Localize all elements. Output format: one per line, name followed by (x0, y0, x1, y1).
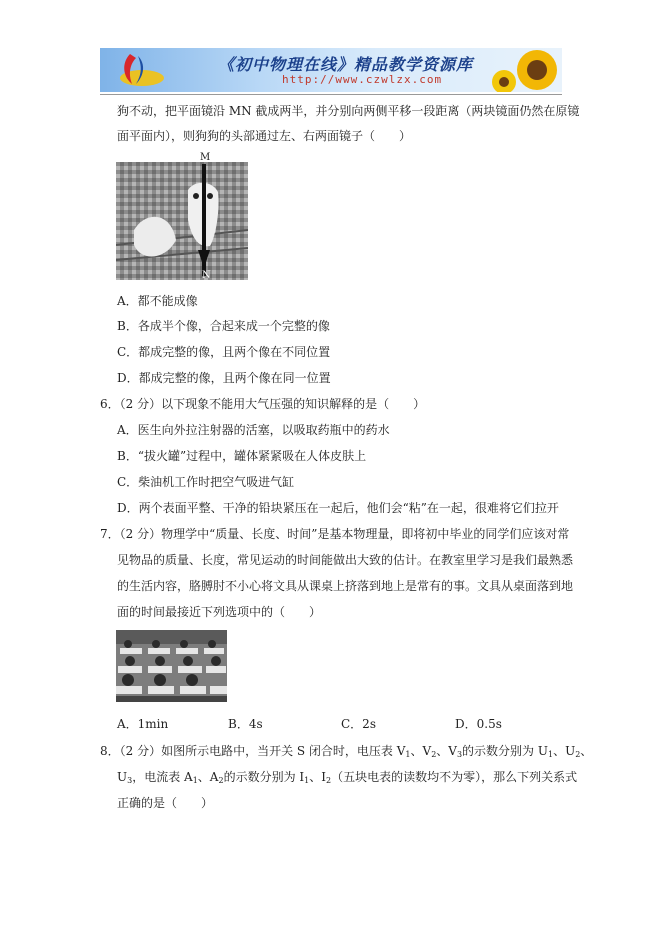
q7-option-a: A．1min (117, 717, 169, 731)
q6-option-c: C．柴油机工作时把空气吸进气缸 (117, 475, 295, 489)
q5-option-b: B．各成半个像，合起来成一个完整的像 (117, 319, 330, 333)
q8-text: 的示数分别为 I (223, 770, 305, 784)
q8-text: ，电流表 A (132, 770, 193, 784)
header-rule (100, 94, 562, 95)
q5-option-c: C．都成完整的像，且两个像在不同位置 (117, 345, 331, 359)
q8-text: 8．（2 分）如图所示电路中，当开关 S 闭合时，电压表 V (100, 744, 406, 758)
q8-text: 、V (410, 744, 432, 758)
q8-sub: 1 (405, 750, 411, 759)
q7-option-c: C．2s (341, 717, 376, 731)
q8-sub: 3 (127, 776, 133, 785)
q7-line-4: 面的时间最接近下列选项中的（ ） (117, 605, 322, 619)
q8-text: U (117, 770, 128, 784)
q7-line-2: 见物品的质量、长度，常见运动的时间能做出大致的估计。在教室里学习是我们最熟悉 (117, 553, 574, 567)
q5-option-d: D．都成完整的像，且两个像在同一位置 (117, 371, 331, 385)
logo-icon (100, 48, 170, 92)
dog-mirror-figure (116, 150, 248, 280)
q5-line-2: 面平面内），则狗狗的头部通过左、右两面镜子（ ） (117, 129, 412, 143)
fig-label-m: M (200, 152, 211, 163)
q8-text: 、 (580, 744, 593, 758)
q8-line-1 (100, 743, 592, 763)
q5-option-a: A．都不能成像 (117, 294, 198, 308)
fig-label-n: N (202, 270, 211, 280)
q7-line-3: 的生活内容，胳膊肘不小心将文具从课桌上挤落到地上是常有的事。文具从桌面落到地 (117, 579, 574, 593)
header-banner (100, 48, 562, 92)
q8-sub: 1 (304, 776, 310, 785)
q8-text: （五块电表的读数均不为零），那么下列关系式 (331, 770, 578, 784)
q5-line-1: 狗不动，把平面镜沿 MN 截成两半，并分别向两侧平移一段距离（两块镜面仍然在原镜 (117, 104, 580, 118)
q8-sub: 3 (456, 750, 463, 759)
q8-sub: 2 (431, 750, 437, 759)
q8-sub: 1 (192, 776, 198, 785)
banner-url: http://www.czwlzx.com (282, 73, 443, 86)
q8-text: 、I (309, 770, 326, 784)
classroom-photo (116, 630, 227, 702)
q8-sub: 1 (547, 750, 554, 759)
banner-title: 《初中物理在线》精品教学资源库 (218, 55, 474, 74)
q6-stem: 6．（2 分）以下现象不能用大气压强的知识解释的是（ ） (100, 397, 426, 411)
q6-option-d: D．两个表面平整、干净的铅块紧压在一起后，他们会“粘”在一起，很难将它们拉开 (117, 501, 559, 515)
q8-text: 、V (436, 744, 457, 758)
q8-text: 、U (553, 744, 576, 758)
q6-option-b: B．“拔火罐”过程中，罐体紧紧吸在人体皮肤上 (117, 449, 367, 463)
q8-sub: 2 (575, 750, 581, 759)
sunflower-icon (482, 48, 562, 92)
q8-line-2 (117, 769, 577, 789)
q6-option-a: A．医生向外拉注射器的活塞，以吸取药瓶中的药水 (117, 423, 390, 437)
q8-text: 的示数分别为 U (462, 744, 548, 758)
q8-line-3: 正确的是（ ） (117, 796, 214, 810)
q8-sub: 2 (218, 776, 224, 785)
q7-option-d: D．0.5s (455, 717, 502, 731)
q8-sub: 2 (325, 776, 332, 785)
q7-option-b: B．4s (228, 717, 263, 731)
q7-line-1: 7．（2 分）物理学中“质量、长度、时间”是基本物理量，即将初中毕业的同学们应该对常 (100, 527, 570, 541)
q8-text: 、A (197, 770, 219, 784)
